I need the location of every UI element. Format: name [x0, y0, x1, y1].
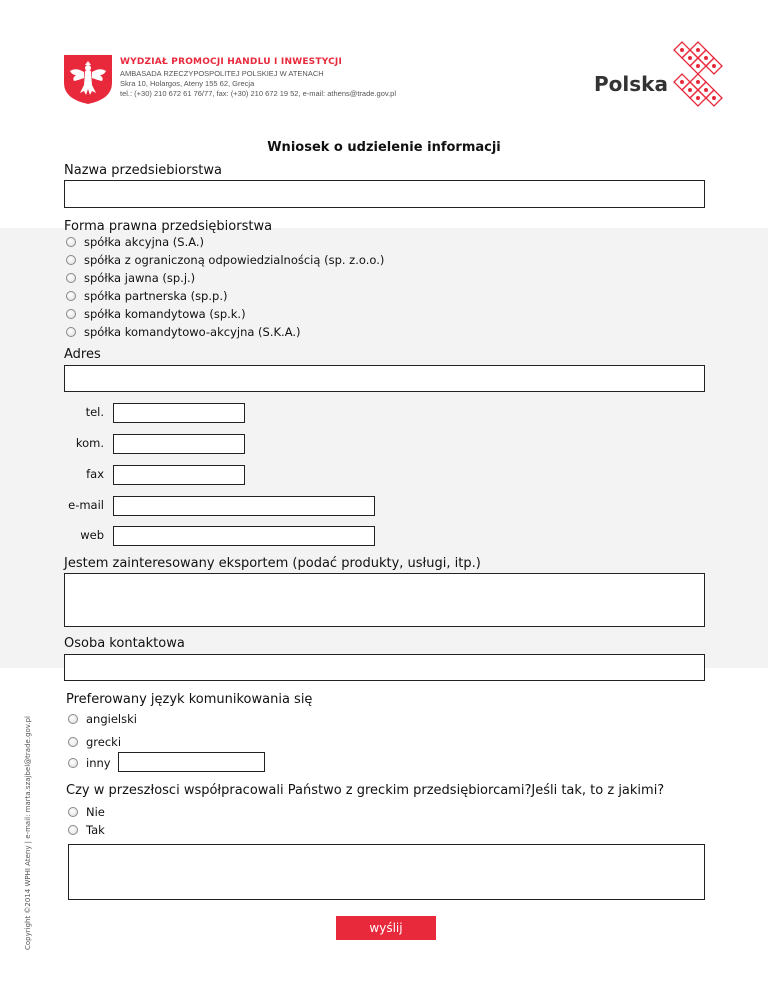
radio-button[interactable] — [66, 309, 76, 319]
contact-person-label: Osoba kontaktowa — [64, 636, 185, 651]
radio-button[interactable] — [66, 255, 76, 265]
tel-label: tel. — [85, 405, 104, 419]
contact-person-field[interactable] — [64, 654, 705, 681]
radio-button[interactable] — [66, 291, 76, 301]
copyright-text: Copyright ©2014 WPHI Ateny | e-mail: marta.szajbel@trade.gov.pl — [24, 715, 32, 950]
kom-label: kom. — [75, 436, 104, 450]
cooperation-label: Czy w przeszłosci współpracowali Państwo z greckim przedsiębiorcami?Jeśli tak, to z jakimi? — [66, 783, 665, 798]
cooperation-option[interactable] — [68, 805, 105, 819]
export-label: Jestem zainteresowany eksportem (podać produkty, usługi, itp.) — [64, 556, 481, 571]
cooperation-details-field[interactable] — [68, 844, 705, 900]
polish-eagle-emblem-icon — [62, 53, 114, 105]
legal-form-label: Forma prawna przedsiębiorstwa — [64, 219, 273, 234]
language-option-label: inny — [86, 756, 111, 770]
tel-field[interactable] — [113, 403, 245, 423]
radio-button[interactable] — [68, 758, 78, 768]
export-field[interactable] — [64, 573, 705, 627]
legal-form-option-label: spółka partnerska (sp.p.) — [84, 289, 228, 303]
header-line-embassy: AMBASADA RZECZYPOSPOLITEJ POLSKIEJ W ATENACH — [120, 69, 324, 78]
header-title: WYDZIAŁ PROMOCJI HANDLU I INWESTYCJI — [120, 57, 343, 67]
address-field[interactable] — [64, 365, 705, 392]
radio-button[interactable] — [68, 807, 78, 817]
legal-form-option[interactable] — [66, 289, 227, 303]
fax-label: fax — [86, 467, 104, 481]
polska-logo-text: Polska — [594, 72, 668, 96]
web-field[interactable] — [113, 526, 375, 546]
language-option-label: grecki — [86, 735, 122, 749]
cooperation-option-label: Tak — [86, 823, 105, 837]
legal-form-option-label: spółka komandytowo-akcyjna (S.K.A.) — [84, 325, 301, 339]
legal-form-option-label: spółka akcyjna (S.A.) — [84, 235, 205, 249]
other-language-field[interactable] — [118, 752, 265, 772]
language-option[interactable] — [68, 735, 121, 749]
company-name-field[interactable] — [64, 180, 705, 208]
language-option[interactable] — [68, 712, 137, 726]
header-line-contact: tel.: (+30) 210 672 61 76/77, fax: (+30) 210 672 19 52, e-mail: athens@trade.gov.pl — [120, 89, 396, 98]
cooperation-option[interactable] — [68, 823, 105, 837]
company-name-label: Nazwa przedsiebiorstwa — [64, 163, 222, 178]
legal-form-option[interactable] — [66, 271, 195, 285]
legal-form-option[interactable] — [66, 235, 204, 249]
legal-form-option[interactable] — [66, 325, 301, 339]
address-label: Adres — [64, 347, 101, 362]
language-label: Preferowany język komunikowania się — [66, 692, 313, 707]
email-label: e-mail — [68, 498, 104, 512]
radio-button[interactable] — [66, 327, 76, 337]
email-field[interactable] — [113, 496, 375, 516]
legal-form-option-label: spółka jawna (sp.j.) — [84, 271, 196, 285]
radio-button[interactable] — [66, 273, 76, 283]
language-option[interactable] — [68, 756, 111, 770]
header-line-address: Skra 10, Holargos, Ateny 155 62, Grecja — [120, 79, 255, 88]
radio-button[interactable] — [68, 714, 78, 724]
web-label: web — [80, 528, 104, 542]
submit-button[interactable]: wyślij — [336, 916, 436, 940]
cooperation-option-label: Nie — [86, 805, 105, 819]
kom-field[interactable] — [113, 434, 245, 454]
language-option-label: angielski — [86, 712, 137, 726]
legal-form-option[interactable] — [66, 253, 384, 267]
legal-form-option[interactable] — [66, 307, 246, 321]
radio-button[interactable] — [66, 237, 76, 247]
legal-form-option-label: spółka komandytowa (sp.k.) — [84, 307, 246, 321]
radio-button[interactable] — [68, 825, 78, 835]
form-title: Wniosek o udzielenie informacji — [267, 140, 501, 155]
fax-field[interactable] — [113, 465, 245, 485]
legal-form-option-label: spółka z ograniczoną odpowiedzialnością (sp. z.o.o.) — [84, 253, 385, 267]
radio-button[interactable] — [68, 737, 78, 747]
